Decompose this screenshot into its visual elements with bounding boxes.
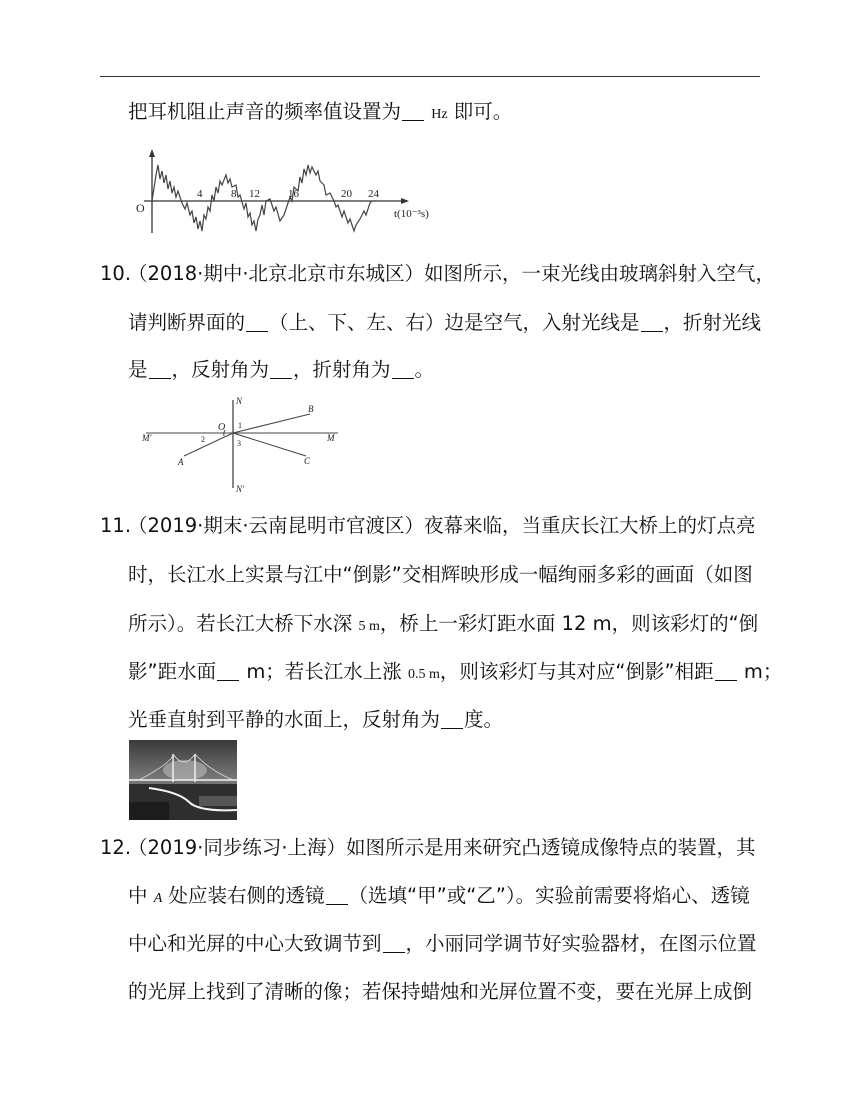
q10-line3	[128, 356, 434, 384]
answer-blank	[392, 360, 414, 379]
q11-line1	[100, 512, 756, 540]
q12-line2	[128, 882, 750, 913]
q11-text: m；若长江水上涨	[246, 660, 402, 683]
answer-blank	[402, 102, 424, 121]
label-o: O	[218, 422, 226, 433]
label-n: N	[236, 396, 243, 406]
label-n-prime: N′	[236, 484, 244, 494]
q11-line4	[128, 658, 782, 689]
q10-line2	[128, 309, 761, 337]
header-rule	[100, 76, 760, 77]
answer-blank	[149, 360, 171, 379]
tick-label: 12	[249, 188, 260, 200]
q11-text: 时，长江水上实景与江中“倒影”交相辉映形成一幅绚丽多彩的画面（如图	[128, 563, 753, 586]
answer-blank	[246, 313, 268, 332]
q11-value: 0.5 m	[408, 667, 440, 682]
q12-text: 的光屏上找到了清晰的像；若保持蜡烛和光屏位置不变，要在光屏上成倒	[128, 980, 753, 1003]
q12-text: 处应装右侧的透镜	[168, 884, 325, 907]
tick-label: 8	[231, 188, 237, 200]
tick-label: 20	[341, 188, 352, 200]
question-number: 12.	[100, 836, 132, 859]
answer-blank	[641, 313, 663, 332]
q11-line3	[128, 610, 758, 641]
q12-text: 中心和光屏的中心大致调节到	[128, 932, 382, 955]
q10-text: （上、下、左、右）边是空气，入射光线是	[269, 311, 640, 334]
angle-2: 2	[201, 435, 205, 444]
question-number: 10.	[100, 262, 132, 285]
q11-text: 光垂直射到平静的水面上，反射角为	[128, 708, 441, 731]
label-m: M	[327, 433, 335, 443]
q12-line4	[128, 978, 752, 1006]
q9-text: 把耳机阻止声音的频率值设置为	[128, 100, 402, 123]
question-number: 11.	[100, 514, 132, 537]
q12-text: 中	[128, 884, 148, 907]
origin-label: O	[136, 201, 145, 215]
q10-text: ，反射角为	[171, 358, 270, 381]
label-m-prime: M′	[142, 433, 152, 443]
q11-text: m；	[743, 660, 783, 683]
angle-1: 1	[238, 421, 242, 430]
answer-blank	[383, 934, 405, 953]
q12-text: ，小丽同学调节好实验器材，在图示位置	[405, 932, 757, 955]
q11-text: ，桥上一彩灯距水面 12 m，则该彩灯的“倒	[379, 612, 759, 635]
answer-blank	[441, 710, 463, 729]
q11-line5	[128, 706, 503, 734]
q12-text: （2019·同步练习·上海）如图所示是用来研究凸透镜成像特点的装置，其	[128, 836, 756, 859]
axis-label: t(10⁻³s)	[394, 208, 429, 220]
angle-3: 3	[237, 439, 241, 448]
q11-text: （2019·期末·云南昆明市官渡区）夜幕来临，当重庆长江大桥上的灯点亮	[128, 514, 756, 537]
q12-text: （选填“甲”或“乙”）。实验前需要将焰心、透镜	[348, 884, 750, 907]
bridge-night-photo	[129, 740, 237, 820]
q11-text: 所示）。若长江大桥下水深	[128, 612, 353, 635]
answer-blank	[326, 886, 348, 905]
q11-line2	[128, 561, 753, 589]
q9-text-end: 即可。	[453, 100, 513, 123]
sound-waveform-figure	[130, 145, 430, 240]
q10-text: ，折射角为	[293, 358, 391, 381]
q10-text: 。	[414, 358, 435, 381]
answer-blank	[270, 360, 292, 379]
tick-label: 4	[197, 188, 203, 200]
refraction-diagram	[138, 392, 358, 500]
q12-line1	[100, 834, 756, 862]
q11-value: 5 m	[358, 619, 380, 634]
q10-text: ，折射光线	[663, 311, 762, 334]
q11-text: 度。	[464, 708, 504, 731]
q10-text: 是	[128, 358, 148, 381]
q12-line3	[128, 930, 757, 958]
label-c: C	[304, 456, 311, 466]
q11-text: ，则该彩灯与其对应“倒影”相距	[439, 660, 714, 683]
label-b: B	[308, 404, 314, 414]
q9-tail-line	[128, 98, 512, 129]
q12-symbol: A	[153, 891, 163, 906]
label-a: A	[178, 457, 184, 467]
answer-blank	[217, 662, 239, 681]
answer-blank	[715, 662, 737, 681]
tick-label: 24	[368, 188, 379, 200]
tick-label: 16	[288, 188, 299, 200]
q11-text: 影”距水面	[128, 660, 217, 683]
q10-line1	[100, 260, 775, 288]
unit-hz: Hz	[431, 107, 448, 122]
q10-text: （2018·期中·北京北京市东城区）如图所示，一束光线由玻璃斜射入空气，	[128, 262, 776, 285]
q10-text: 请判断界面的	[128, 311, 246, 334]
